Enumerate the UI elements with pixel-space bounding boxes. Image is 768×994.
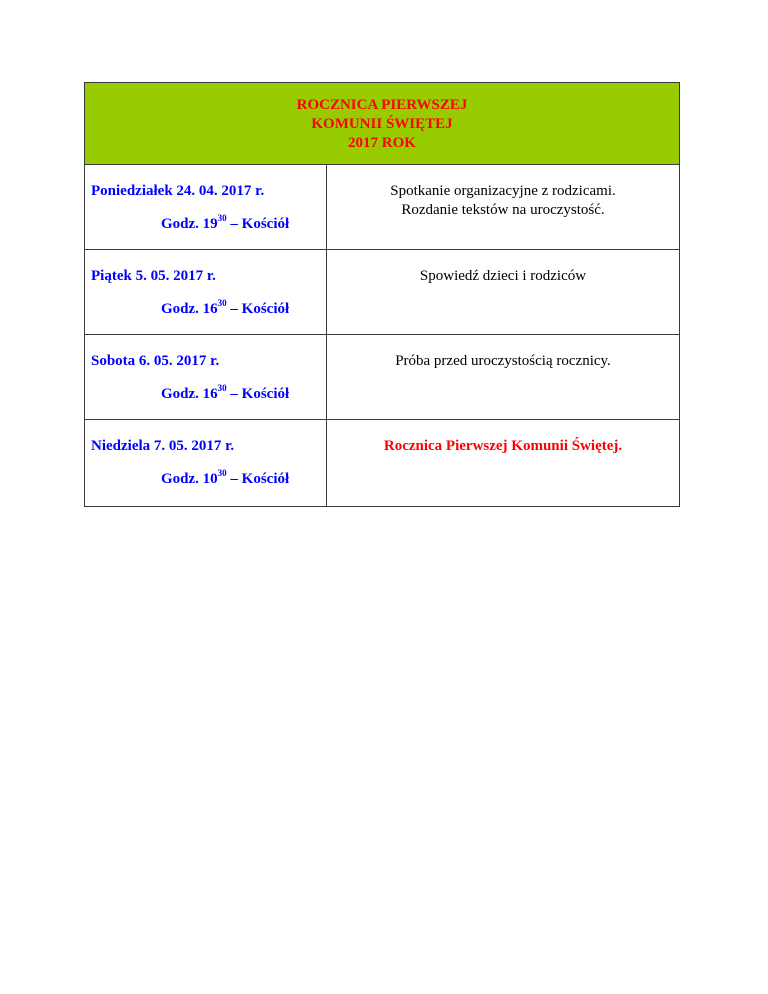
- header-title-line-2: KOMUNII ŚWIĘTEJ: [311, 116, 453, 132]
- description-line: Próba przed uroczystością rocznicy.: [395, 353, 611, 369]
- table-row: [85, 165, 679, 250]
- event-time: [161, 385, 289, 404]
- event-time: [161, 470, 289, 489]
- time-location: – Kościół: [226, 471, 290, 487]
- event-time: [161, 300, 289, 319]
- time-hour: Godz. 10: [161, 471, 218, 487]
- time-location: – Kościół: [226, 301, 290, 317]
- date-cell: [85, 335, 327, 419]
- table-header: [85, 83, 679, 165]
- time-hour: Godz. 16: [161, 301, 218, 317]
- table-row: [85, 250, 679, 335]
- time-minutes: 30: [217, 298, 227, 308]
- event-date: Sobota 6. 05. 2017 r.: [91, 353, 220, 369]
- date-cell: [85, 250, 327, 334]
- schedule-table: [84, 82, 680, 507]
- time-minutes: 30: [217, 383, 227, 393]
- table-row: [85, 335, 679, 420]
- description-cell: [327, 250, 679, 334]
- event-date: Poniedziałek 24. 04. 2017 r.: [91, 183, 265, 199]
- description-line: Spotkanie organizacyjne z rodzicami.: [390, 183, 616, 199]
- description-line: Rozdanie tekstów na uroczystość.: [401, 202, 605, 218]
- time-hour: Godz. 19: [161, 216, 218, 232]
- event-date: Niedziela 7. 05. 2017 r.: [91, 438, 235, 454]
- description-cell: [327, 165, 679, 249]
- time-minutes: 30: [217, 468, 227, 478]
- date-cell: [85, 165, 327, 249]
- event-time: [161, 215, 289, 234]
- date-cell: [85, 420, 327, 506]
- time-minutes: 30: [217, 213, 227, 223]
- description-line: Rocznica Pierwszej Komunii Świętej.: [383, 438, 623, 454]
- event-date: Piątek 5. 05. 2017 r.: [91, 268, 216, 284]
- time-hour: Godz. 16: [161, 386, 218, 402]
- description-line: Spowiedź dzieci i rodziców: [419, 268, 587, 284]
- time-location: – Kościół: [226, 216, 290, 232]
- header-title-line-3: 2017 ROK: [348, 135, 416, 151]
- description-cell-highlighted: [327, 420, 679, 506]
- table-row: [85, 420, 679, 506]
- time-location: – Kościół: [226, 386, 290, 402]
- header-title-line-1: ROCZNICA PIERWSZEJ: [296, 97, 468, 113]
- description-cell: [327, 335, 679, 419]
